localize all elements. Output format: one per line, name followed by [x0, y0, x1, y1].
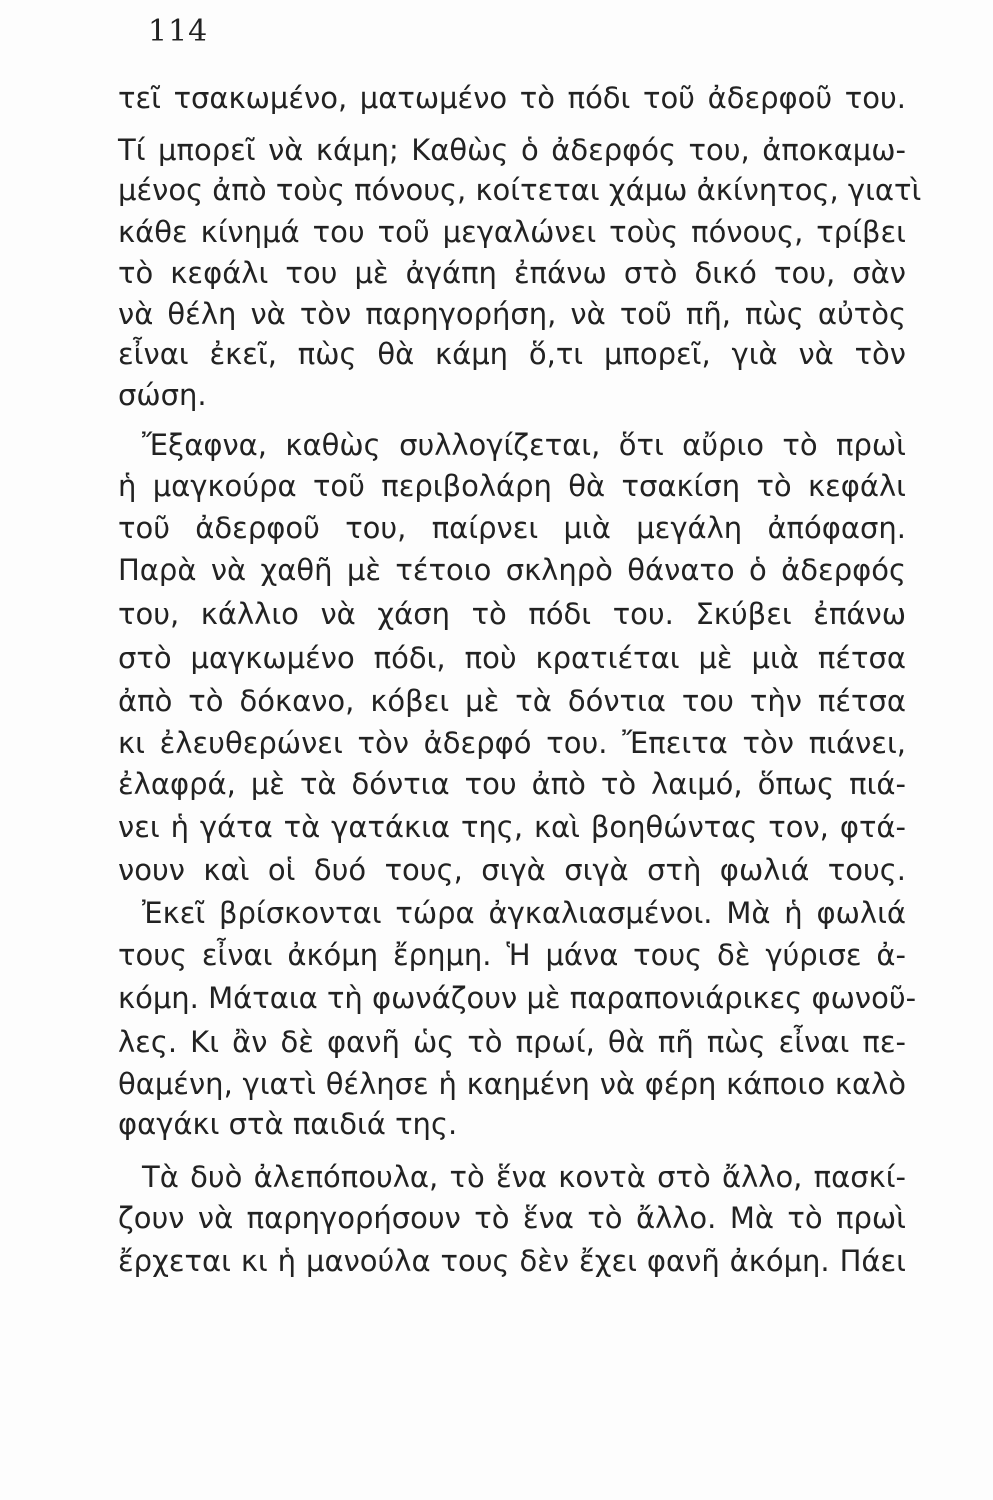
text-line-15: ἀπὸ τὸ δόκανο, κόβει μὲ τὰ δόντια του τὴν πέτσα	[118, 684, 906, 718]
text-line-13: του, κάλλιο νὰ χάση τὸ πόδι του. Σκύβει ἐπάνω	[118, 597, 906, 631]
text-line-1: τεῖ τσακωμένο, ματωμένο τὸ πόδι τοῦ ἀδερφοῦ του.	[118, 81, 906, 115]
text-line-9: Ἔξαφνα, καθὼς συλλογίζεται, ὅτι αὔριο τὸ πρωὶ	[142, 428, 906, 462]
text-line-26: Τὰ δυὸ ἀλεπόπουλα, τὸ ἕνα κοντὰ στὸ ἄλλο, πασκί-	[142, 1160, 906, 1194]
text-line-14: στὸ μαγκωμένο πόδι, ποὺ κρατιέται μὲ μιὰ πέτσα	[118, 641, 906, 675]
text-line-16: κι ἐλευθερώνει τὸν ἀδερφό του. Ἔπειτα τὸν πιάνει,	[118, 726, 906, 760]
text-line-22: κόμη. Μάταια τὴ φωνάζουν μὲ παραπονιάρικες φωνοῦ-	[118, 981, 917, 1015]
text-line-27: ζουν νὰ παρηγορήσουν τὸ ἕνα τὸ ἄλλο. Μὰ τὸ πρωὶ	[118, 1201, 906, 1235]
text-line-2: Τί μπορεῖ νὰ κάμη; Καθὼς ὁ ἀδερφός του, ἀποκαμω-	[118, 133, 906, 167]
text-line-28: ἔρχεται κι ἡ μανούλα τους δὲν ἔχει φανῆ ἀκόμη. Πάει	[118, 1244, 906, 1278]
text-line-21: τους εἶναι ἀκόμη ἔρημη. Ἡ μάνα τους δὲ γύρισε ἀ-	[118, 938, 906, 972]
text-line-6: νὰ θέλη νὰ τὸν παρηγορήση, νὰ τοῦ πῆ, πὼς αὐτὸς	[118, 297, 906, 331]
text-line-5: τὸ κεφάλι του μὲ ἀγάπη ἐπάνω στὸ δικό του, σὰν	[118, 256, 906, 290]
text-line-18: νει ἡ γάτα τὰ γατάκια της, καὶ βοηθώντας τον, φτά-	[118, 810, 906, 844]
text-line-3: μένος ἀπὸ τοὺς πόνους, κοίτεται χάμω ἀκίνητος, γιατὶ	[118, 173, 922, 207]
text-line-4: κάθε κίνημά του τοῦ μεγαλώνει τοὺς πόνους, τρίβει	[118, 215, 906, 249]
text-line-17: ἐλαφρά, μὲ τὰ δόντια του ἀπὸ τὸ λαιμό, ὅπως πιά-	[118, 767, 906, 801]
text-line-7: εἶναι ἐκεῖ, πὼς θὰ κάμη ὅ,τι μπορεῖ, γιὰ νὰ τὸν	[118, 337, 906, 371]
text-line-8: σώση.	[118, 378, 207, 412]
text-line-20: Ἐκεῖ βρίσκονται τώρα ἀγκαλιασμένοι. Μὰ ἡ φωλιά	[142, 896, 906, 930]
text-line-23: λες. Κι ἂν δὲ φανῆ ὡς τὸ πρωί, θὰ πῆ πὼς εἶναι πε-	[118, 1025, 906, 1059]
text-line-19: νουν καὶ οἱ δυό τους, σιγὰ σιγὰ στὴ φωλιά τους.	[118, 853, 906, 887]
text-line-24: θαμένη, γιατὶ θέλησε ἡ καημένη νὰ φέρη κάποιο καλὸ	[118, 1067, 906, 1101]
text-line-12: Παρὰ νὰ χαθῆ μὲ τέτοιο σκληρὸ θάνατο ὁ ἀδερφός	[118, 553, 906, 587]
text-line-11: τοῦ ἀδερφοῦ του, παίρνει μιὰ μεγάλη ἀπόφαση.	[118, 511, 906, 545]
text-line-25: φαγάκι στὰ παιδιά της.	[118, 1107, 458, 1141]
page-number: 114	[148, 14, 209, 49]
text-line-10: ἡ μαγκούρα τοῦ περιβολάρη θὰ τσακίση τὸ κεφάλι	[118, 469, 906, 503]
